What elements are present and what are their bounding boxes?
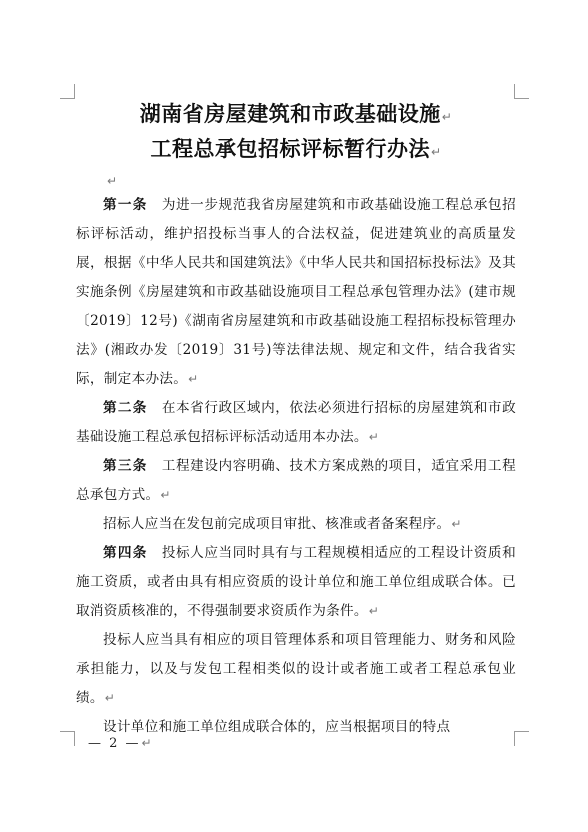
article-text: 工程建设内容明确、技术方案成熟的项目，适宜采用工程总承包方式。 (76, 458, 517, 503)
crop-mark-top-right (514, 84, 529, 99)
paragraph-text: 招标人应当在发包前完成项目审批、核准或者备案程序。 (103, 516, 451, 532)
title-line-2 (76, 133, 516, 163)
paragraph-mark: ↵ (441, 110, 453, 124)
article-2 (76, 394, 516, 452)
article-text: 为进一步规范我省房屋建筑和市政基础设施工程总承包招标评标活动，维护招投标当事人的合法权益，促进建筑业的高质量发展，根据《中华人民共和国建筑法》《中华人民共和国招标投标法》及其实施条例《房屋建筑和市政基础设施项目工程总承包管理办法》(建市规〔2019〕12号)《湖南省房屋建筑和市政基础设施工程招标投标管理办法》(湘政办发〔2019〕31号)等法律法规、规定和文件，结合我省实际，制定本办法。 (76, 197, 517, 387)
crop-mark-bottom-right (514, 731, 529, 746)
paragraph-mark: ↵ (368, 604, 380, 618)
title-line-1 (76, 98, 516, 128)
paragraph-mark: ↵ (104, 691, 116, 705)
paragraph-mark: ↵ (160, 488, 171, 502)
crop-mark-top-left (60, 84, 75, 99)
article-3 (76, 452, 516, 510)
paragraph-mark: ↵ (451, 517, 462, 531)
title-line-1-text: 湖南省房屋建筑和市政基础设施 (139, 101, 441, 126)
paragraph-text: 设计单位和施工单位组成联合体的，应当根据项目的特点 (103, 719, 451, 735)
crop-mark-bottom-left (60, 731, 75, 746)
article-3-paragraph-2 (76, 510, 516, 539)
title-line-2-text: 工程总承包招标评标暂行办法 (150, 136, 430, 161)
page-number-text: — 2 — (88, 736, 141, 751)
paragraph-mark: ↵ (368, 430, 380, 444)
paragraph-text: 投标人应当具有相应的项目管理体系和项目管理能力、财务和风险承担能力，以及与发包工程相类似的设计或者施工或者工程总承包业绩。 (76, 632, 516, 706)
article-text: 投标人应当同时具有与工程规模相适应的工程设计资质和施工资质，或者由具有相应资质的设计单位和施工单位组成联合体。已取消资质核准的，不得强制要求资质作为条件。 (76, 545, 517, 619)
paragraph-mark: ↵ (107, 174, 118, 188)
paragraph-mark: ↵ (141, 736, 154, 750)
article-label: 第一条 (103, 197, 148, 213)
article-1 (76, 191, 516, 394)
article-label: 第四条 (103, 545, 148, 561)
blank-line (106, 170, 117, 189)
article-label: 第二条 (103, 400, 148, 416)
article-text: 在本省行政区域内，依法必须进行招标的房屋建筑和市政基础设施工程总承包招标评标活动适用本办法。 (76, 400, 517, 445)
article-4-paragraph-2 (76, 626, 516, 713)
document-body (76, 191, 516, 742)
article-4 (76, 539, 516, 626)
page-number (88, 736, 154, 751)
paragraph-mark: ↵ (430, 145, 442, 159)
article-label: 第三条 (103, 458, 148, 474)
paragraph-mark: ↵ (188, 372, 199, 386)
